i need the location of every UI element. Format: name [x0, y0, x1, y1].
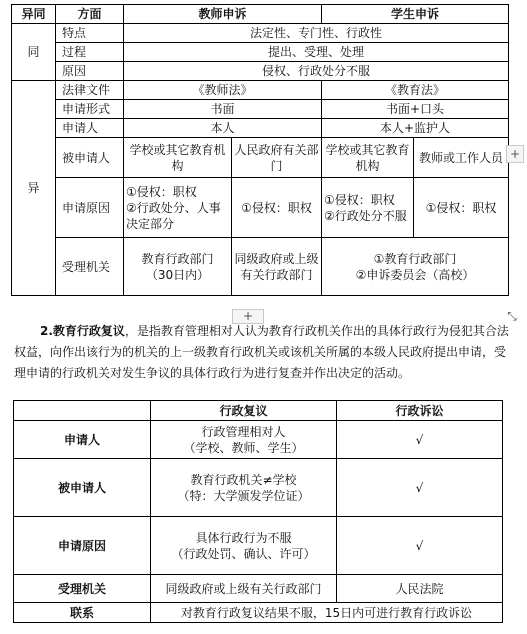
cell-line: ②申诉委员会（高校） — [355, 267, 475, 282]
table-row — [12, 119, 509, 138]
value-cell — [322, 238, 509, 296]
table-row — [12, 138, 509, 178]
aspect-cell: 原因 — [56, 62, 124, 81]
header-cell: 行政诉讼 — [337, 401, 503, 421]
header-cell: 方面 — [56, 5, 124, 24]
row-label: 联系 — [14, 603, 151, 623]
table-row — [12, 238, 509, 296]
value-cell: 教师或工作人员 — [414, 138, 509, 178]
value-cell: 侵权、行政处分不服 — [124, 62, 509, 81]
table-row — [14, 603, 503, 623]
cell-line: （特：大学颁发学位证） — [177, 488, 310, 503]
header-cell: 异同 — [12, 5, 56, 24]
cell-line: （行政处罚、确认、许可） — [171, 546, 316, 561]
table-row — [12, 81, 509, 100]
table-row — [12, 100, 509, 119]
table-row — [12, 43, 509, 62]
group-label: 异 — [12, 81, 56, 296]
aspect-cell: 法律文件 — [56, 81, 124, 100]
value-cell — [124, 178, 232, 238]
value-cell: 法定性、专门性、行政性 — [124, 24, 509, 43]
check-cell: √ — [337, 421, 503, 459]
value-cell: 学校或其它教育机构 — [124, 138, 232, 178]
value-cell: 人民政府有关部门 — [232, 138, 322, 178]
row-label: 申请人 — [14, 421, 151, 459]
cell-line: ②行政处分不服 — [324, 208, 407, 223]
cell-line: ①侵权：职权 — [126, 184, 197, 199]
header-cell: 教师申诉 — [124, 5, 322, 24]
header-cell: 行政复议 — [151, 401, 337, 421]
value-cell — [124, 238, 232, 296]
cell-line: 具体行政行为不服 — [195, 530, 292, 545]
add-column-button[interactable]: + — [506, 145, 524, 163]
header-cell: 学生申诉 — [322, 5, 509, 24]
value-cell: 提出、受理、处理 — [124, 43, 509, 62]
table-row — [12, 62, 509, 81]
cell-line: （30日内） — [145, 267, 210, 282]
value-cell: 人民法院 — [337, 575, 503, 603]
check-cell: √ — [337, 517, 503, 575]
cell-line: 教育行政部门 — [141, 251, 214, 266]
aspect-cell: 过程 — [56, 43, 124, 62]
definition-paragraph — [14, 321, 514, 384]
row-label: 受理机关 — [14, 575, 151, 603]
value-cell: ①侵权：职权 — [232, 178, 322, 238]
value-cell — [322, 178, 414, 238]
value-cell — [151, 517, 337, 575]
table-header-row — [14, 401, 503, 421]
table-row — [14, 517, 503, 575]
value-cell: 《教师法》 — [124, 81, 322, 100]
value-cell: 同级政府或上级有关行政部门 — [151, 575, 337, 603]
value-cell: ①侵权：职权 — [414, 178, 509, 238]
aspect-cell: 受理机关 — [56, 238, 124, 296]
aspect-cell: 申请形式 — [56, 100, 124, 119]
row-label: 申请原因 — [14, 517, 151, 575]
table-row — [14, 575, 503, 603]
cell-line: （学校、教师、学生） — [183, 440, 304, 455]
comparison-table-review — [13, 400, 503, 623]
cell-line: 教育行政机关≠学校 — [190, 472, 297, 487]
paragraph-body: ，是指教育管理相对人认为教育行政机关作出的具体行政行为侵犯其合法权益，向作出该行为的机关的上一级教育行政机关或该机关所属的本级人民政府提出申请，受理申请的行政机关对发生争议的具体行政行为进行复查并作出决定的活动。 — [14, 324, 509, 380]
table-header-row — [12, 5, 509, 24]
group-label: 同 — [12, 24, 56, 81]
table-row — [12, 24, 509, 43]
cell-line: ①侵权：职权 — [324, 192, 395, 207]
cell-line: 行政管理相对人 — [201, 424, 286, 439]
value-cell: 同级政府或上级有关行政部门 — [232, 238, 322, 296]
value-cell: 书面 — [124, 100, 322, 119]
table-row — [12, 178, 509, 238]
value-cell — [151, 421, 337, 459]
check-cell: √ — [337, 459, 503, 517]
table-row — [14, 421, 503, 459]
value-cell: 对教育行政复议结果不服，15日内可进行教育行政诉讼 — [151, 603, 503, 623]
value-cell: 本人+监护人 — [322, 119, 509, 138]
header-cell — [14, 401, 151, 421]
value-cell: 书面+口头 — [322, 100, 509, 119]
comparison-table-appeals — [11, 4, 509, 296]
value-cell: 《教育法》 — [322, 81, 509, 100]
cell-line: ①教育行政部门 — [373, 251, 457, 266]
paragraph-title: 2.教育行政复议 — [40, 324, 125, 338]
value-cell: 本人 — [124, 119, 322, 138]
row-label: 被申请人 — [14, 459, 151, 517]
value-cell: 学校或其它教育机构 — [322, 138, 414, 178]
resize-icon[interactable]: ⤡ — [507, 309, 517, 323]
table-row — [14, 459, 503, 517]
aspect-cell: 申请人 — [56, 119, 124, 138]
aspect-cell: 特点 — [56, 24, 124, 43]
add-row-button[interactable]: + — [232, 309, 264, 324]
value-cell — [151, 459, 337, 517]
cell-line: ②行政处分、人事决定部分 — [126, 200, 221, 231]
aspect-cell: 申请原因 — [56, 178, 124, 238]
aspect-cell: 被申请人 — [56, 138, 124, 178]
